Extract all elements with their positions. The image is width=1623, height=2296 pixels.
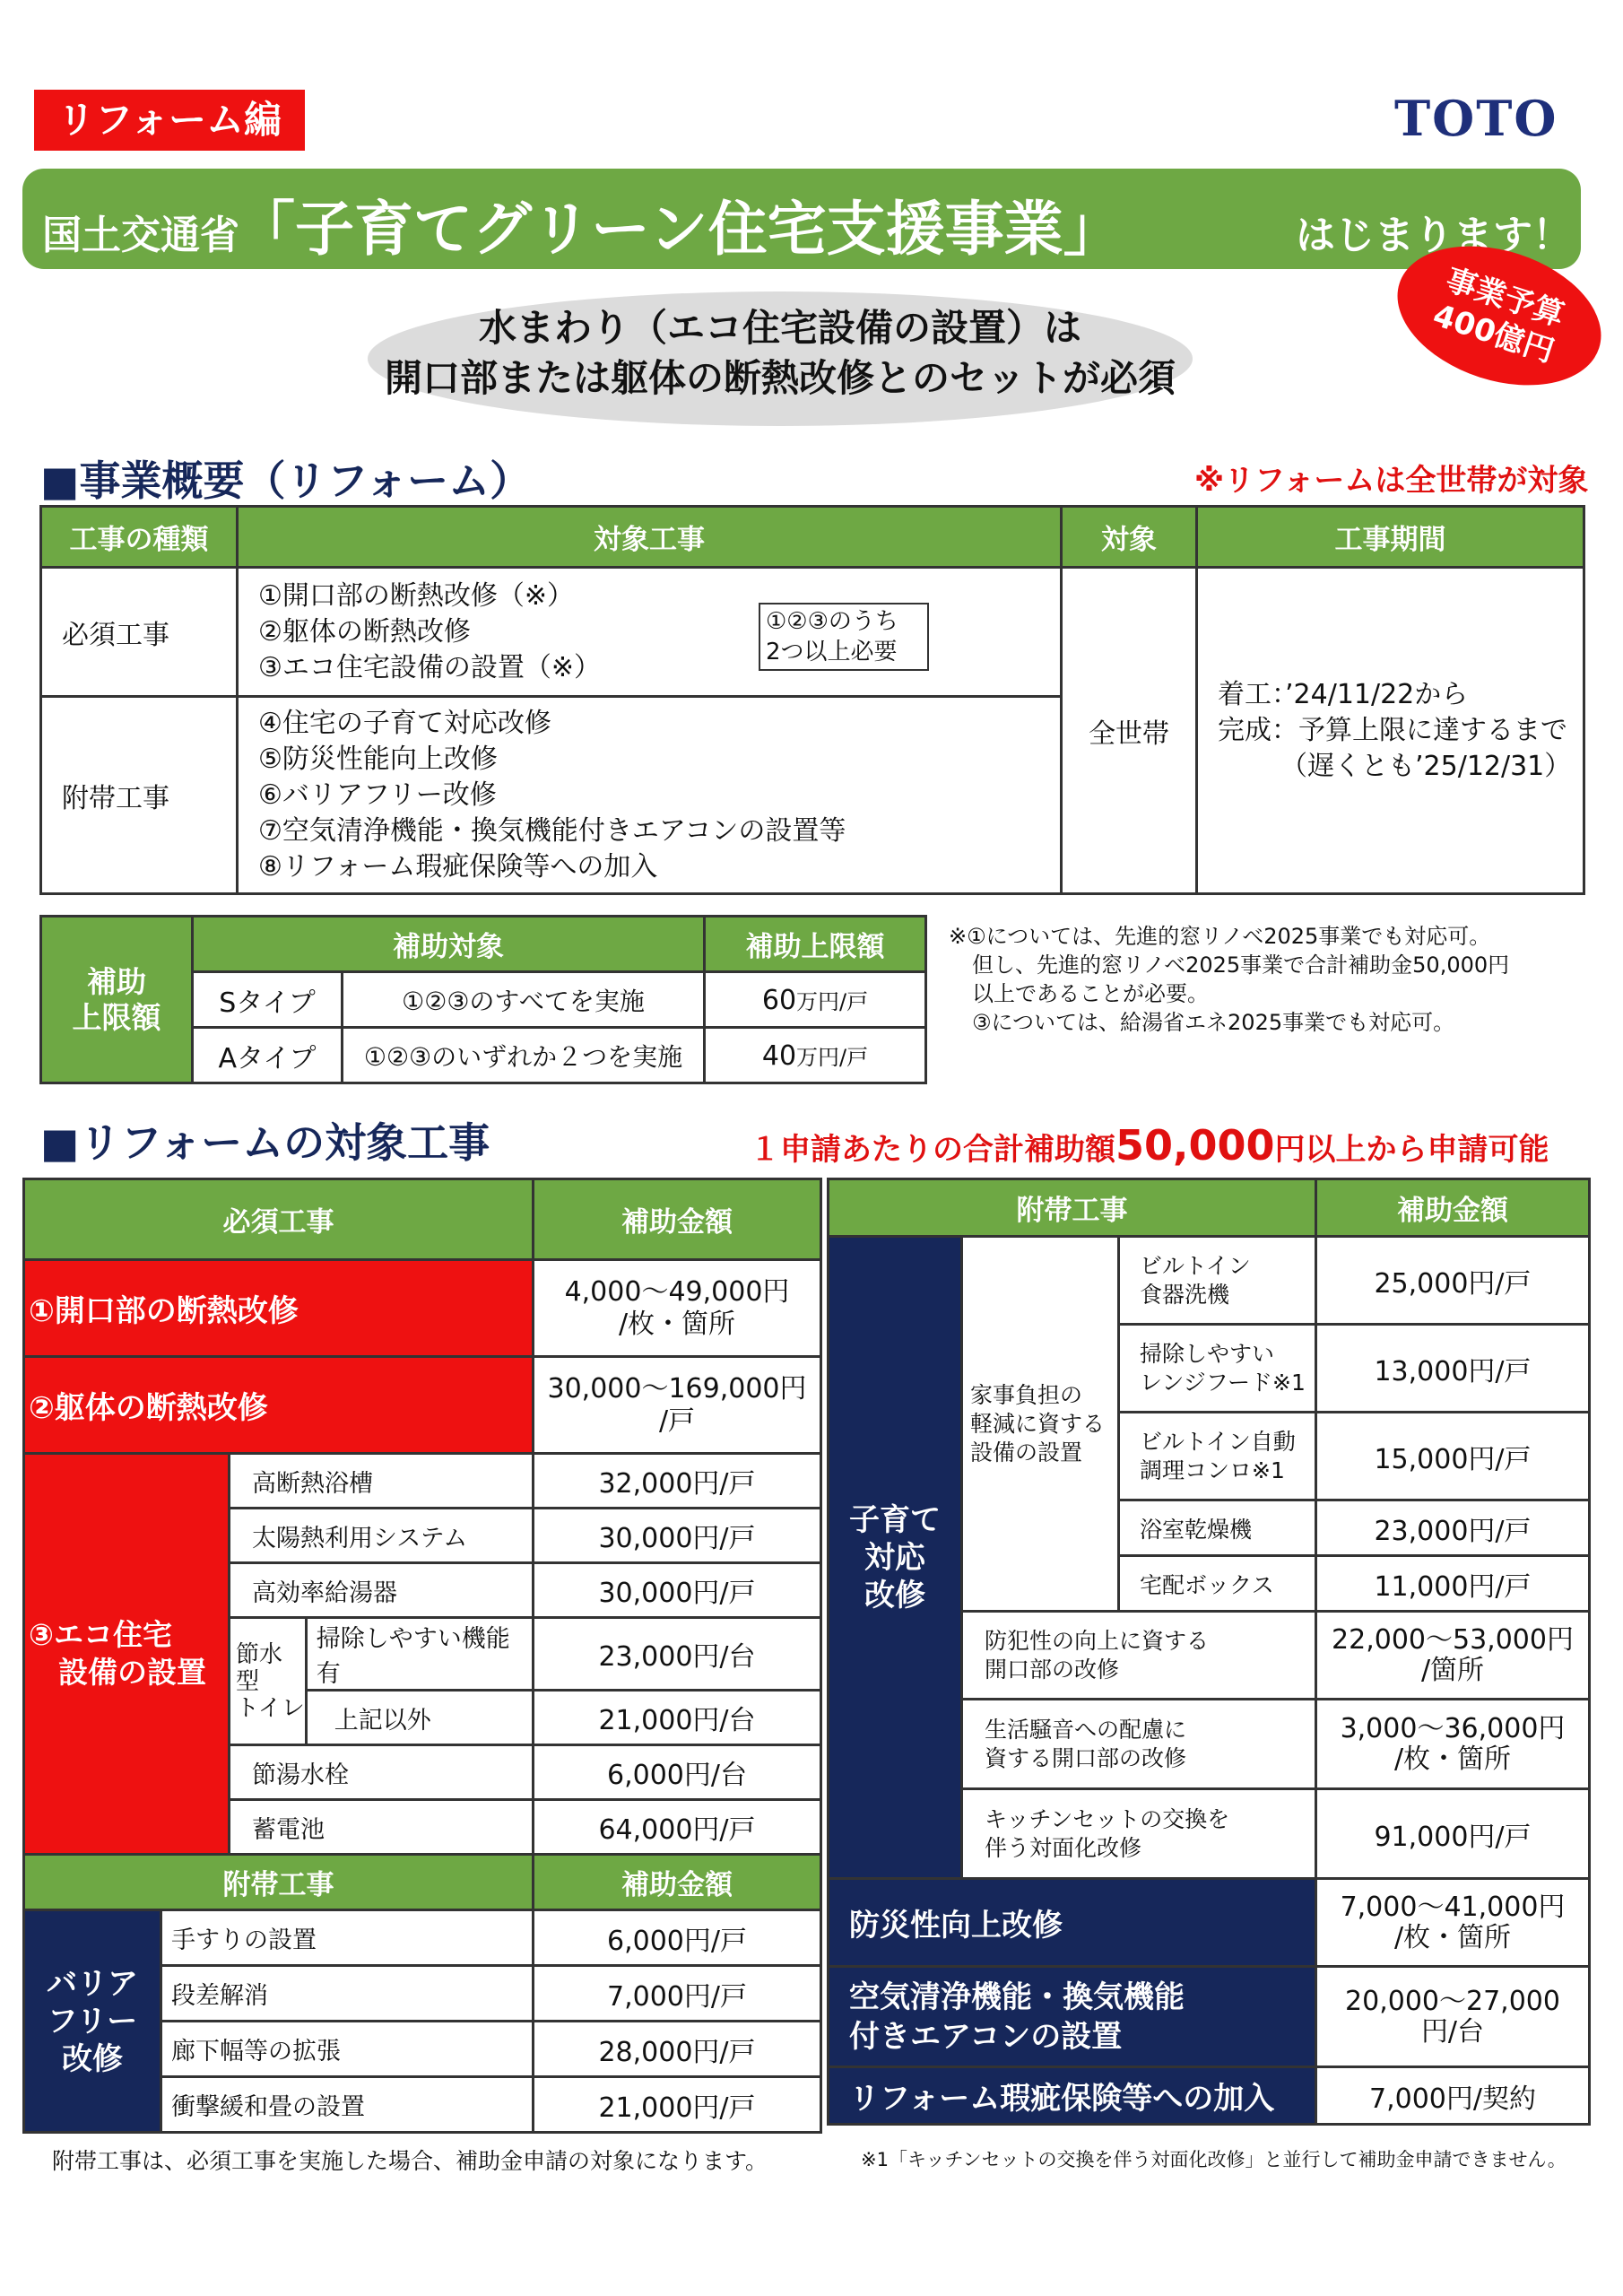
limit-col-target: 補助対象: [193, 917, 705, 972]
childcare-item: 生活騒音への配慮に 資する開口部の改修: [962, 1700, 1316, 1789]
overview-heading: ■事業概要（リフォーム）: [40, 457, 532, 505]
optional-item: ⑧リフォーム瑕疵保険等への加入: [258, 850, 658, 883]
eco-item: 高断熱浴槽: [230, 1454, 534, 1509]
barrier-free-table: [22, 1853, 822, 2134]
note-suffix: 円以上から申請可能: [1274, 1132, 1549, 1168]
childcare-amount: 22,000～53,000円 /箇所: [1316, 1612, 1590, 1700]
defect-insurance-amount: 7,000円/契約: [1316, 2067, 1590, 2125]
required-col-amount: 補助金額: [534, 1179, 821, 1260]
subtitle-line-2: 開口部または躯体の断熱改修とのセットが必須: [384, 356, 1176, 400]
eco-amount: 30,000円/戸: [534, 1509, 821, 1563]
defect-insurance-item: リフォーム瑕疵保険等への加入: [829, 2067, 1316, 2125]
optional-item: ⑦空気清浄機能・換気機能付きエアコンの設置等: [258, 814, 846, 847]
limit-side-label: 補助 上限額: [41, 917, 193, 1083]
required-amount: 4,000～49,000円 /枚・箇所: [534, 1260, 821, 1357]
required-works-table: [22, 1178, 822, 1856]
col-work-type: 工事の種類: [41, 507, 238, 568]
optional-item: ④住宅の子育て対応改修: [258, 707, 551, 739]
chore-item: 掃除しやすい レンジフード※1: [1119, 1325, 1316, 1413]
limit-amount-unit: 万円/戸: [796, 988, 869, 1014]
childcare-side-label: 子育て 対応 改修: [829, 1237, 962, 1879]
required-item: ②躯体の断熱改修: [258, 615, 471, 648]
note-prefix: １申請あたりの合計補助額: [750, 1132, 1115, 1168]
chore-item: 浴室乾燥機: [1119, 1500, 1316, 1556]
optional-items: [238, 697, 1062, 894]
required-insulation-openings: ①開口部の断熱改修: [24, 1260, 534, 1357]
barrier-amount: 21,000円/戸: [534, 2077, 821, 2133]
note-amount: 50,000: [1115, 1121, 1275, 1170]
title-prefix: 国土交通省: [42, 213, 239, 258]
chore-amount: 25,000円/戸: [1316, 1237, 1590, 1325]
barrier-item: 段差解消: [161, 1966, 534, 2022]
barrier-amount: 7,000円/戸: [534, 1966, 821, 2022]
eco-amount: 64,000円/戸: [534, 1800, 821, 1855]
barrier-col-amount: 補助金額: [534, 1855, 821, 1910]
barrier-item: 衝撃緩和畳の設置: [161, 2077, 534, 2133]
childcare-item: キッチンセットの交換を 伴う対面化改修: [962, 1789, 1316, 1879]
toilet-label: 節水 型 トイレ: [230, 1618, 307, 1745]
toto-logo: TOTO: [1394, 90, 1558, 147]
eco-amount: 6,000円/台: [534, 1745, 821, 1800]
limit-desc: ①②③のいずれか２つを実施: [343, 1028, 705, 1083]
col-target: 対象: [1062, 507, 1197, 568]
aircon-item: 空気清浄機能・換気機能 付きエアコンの設置: [829, 1967, 1316, 2067]
childcare-amount: 91,000円/戸: [1316, 1789, 1590, 1879]
childcare-col-work: 附帯工事: [829, 1179, 1316, 1237]
period-end: 完成：予算上限に達するまで: [1218, 714, 1567, 746]
chore-item: ビルトイン 食器洗機: [1119, 1237, 1316, 1325]
limit-amount-value: 40: [761, 1039, 797, 1072]
required-condition-box: ①②③のうち 2つ以上必要: [759, 603, 929, 671]
subtitle-line-1: 水まわり（エコ住宅設備の設置）は: [478, 306, 1081, 350]
col-target-work: 対象工事: [238, 507, 1062, 568]
disaster-prevention-item: 防災性向上改修: [829, 1879, 1316, 1967]
limit-amount: [705, 1028, 926, 1083]
edition-badge: リフォーム編: [34, 90, 305, 151]
required-item: ①開口部の断熱改修（※）: [258, 579, 575, 612]
barrier-amount: 28,000円/戸: [534, 2022, 821, 2077]
limit-type: Sタイプ: [193, 972, 343, 1028]
limit-note: 以上であることが必要。: [972, 981, 1209, 1006]
barrier-col-work: 附帯工事: [24, 1855, 534, 1910]
toilet-item: 掃除しやすい機能有: [306, 1618, 533, 1691]
col-period: 工事期間: [1197, 507, 1584, 568]
barrier-footnote: 附帯工事は、必須工事を実施した場合、補助金申請の対象になります。: [52, 2148, 768, 2174]
chore-item: 宅配ボックス: [1119, 1556, 1316, 1612]
limit-note: ※①については、先進的窓リノベ2025事業でも対応可。: [949, 924, 1491, 949]
toilet-item: 上記以外: [306, 1691, 533, 1745]
chore-item: ビルトイン自動 調理コンロ※1: [1119, 1413, 1316, 1500]
childcare-amount: 3,000～36,000円 /枚・箇所: [1316, 1700, 1590, 1789]
aircon-amount: 20,000～27,000 円/台: [1316, 1967, 1590, 2067]
childcare-item: 防犯性の向上に資する 開口部の改修: [962, 1612, 1316, 1700]
period-latest: （遅くとも’25/12/31）: [1280, 750, 1572, 782]
required-insulation-frame: ②躯体の断熱改修: [24, 1357, 534, 1454]
disaster-prevention-amount: 7,000～41,000円 /枚・箇所: [1316, 1879, 1590, 1967]
childcare-table: [827, 1178, 1591, 2126]
chore-amount: 15,000円/戸: [1316, 1413, 1590, 1500]
limit-amount-unit: 万円/戸: [796, 1044, 869, 1070]
eco-amount: 32,000円/戸: [534, 1454, 821, 1509]
barrier-item: 手すりの設置: [161, 1910, 534, 1966]
limit-note: 但し、先進的窓リノベ2025事業で合計補助金50,000円: [972, 952, 1510, 978]
required-col-work: 必須工事: [24, 1179, 534, 1260]
optional-label: 附帯工事: [41, 697, 238, 894]
limit-desc: ①②③のすべてを実施: [343, 972, 705, 1028]
period-value: [1197, 568, 1584, 894]
limit-note: ③については、給湯省エネ2025事業でも対応可。: [972, 1010, 1455, 1035]
subtitle: [341, 303, 1219, 404]
toilet-amount: 21,000円/台: [534, 1691, 821, 1745]
title-main: 「子育てグリーン住宅支援事業」: [236, 195, 1123, 264]
limit-table: [39, 915, 927, 1084]
chore-amount: 23,000円/戸: [1316, 1500, 1590, 1556]
limit-col-amount: 補助上限額: [705, 917, 926, 972]
period-start: 着工：’24/11/22から: [1218, 678, 1469, 710]
toilet-amount: 23,000円/台: [534, 1618, 821, 1691]
title-banner: [22, 169, 1581, 269]
eco-item: 高効率給湯器: [230, 1563, 534, 1618]
limit-type: Aタイプ: [193, 1028, 343, 1083]
eco-amount: 30,000円/戸: [534, 1563, 821, 1618]
optional-item: ⑤防災性能向上改修: [258, 743, 498, 775]
eco-item: 節湯水栓: [230, 1745, 534, 1800]
overview-note: ※リフォームは全世帯が対象: [1194, 463, 1589, 499]
target-works-heading: ■リフォームの対象工事: [40, 1118, 490, 1167]
target-works-note: [750, 1121, 1549, 1170]
chore-group-label: 家事負担の 軽減に資する 設備の設置: [962, 1237, 1119, 1612]
required-items: [238, 568, 1062, 697]
limit-amount: [705, 972, 926, 1028]
limit-amount-value: 60: [761, 984, 797, 1016]
childcare-col-amount: 補助金額: [1316, 1179, 1590, 1237]
title-suffix: はじまります！: [1296, 213, 1572, 258]
required-label: 必須工事: [41, 568, 238, 697]
eco-item: 蓄電池: [230, 1800, 534, 1855]
eco-item: 太陽熱利用システム: [230, 1509, 534, 1563]
childcare-footnote: ※1「キッチンセットの交換を伴う対面化改修」と並行して補助金申請できません。: [861, 2149, 1567, 2170]
barrier-side-label: バリア フリー 改修: [24, 1910, 161, 2133]
limit-notes: [949, 922, 1509, 1037]
barrier-amount: 6,000円/戸: [534, 1910, 821, 1966]
overview-table: [39, 505, 1585, 895]
required-item: ③エコ住宅設備の設置（※）: [258, 651, 602, 683]
optional-item: ⑥バリアフリー改修: [258, 778, 497, 811]
target-value: 全世帯: [1062, 568, 1197, 894]
chore-amount: 13,000円/戸: [1316, 1325, 1590, 1413]
budget-stamp: 事業予算 400億円: [1379, 222, 1619, 409]
required-eco-equipment: ③エコ住宅 設備の設置: [24, 1454, 230, 1855]
chore-amount: 11,000円/戸: [1316, 1556, 1590, 1612]
barrier-item: 廊下幅等の拡張: [161, 2022, 534, 2077]
required-amount: 30,000～169,000円 /戸: [534, 1357, 821, 1454]
